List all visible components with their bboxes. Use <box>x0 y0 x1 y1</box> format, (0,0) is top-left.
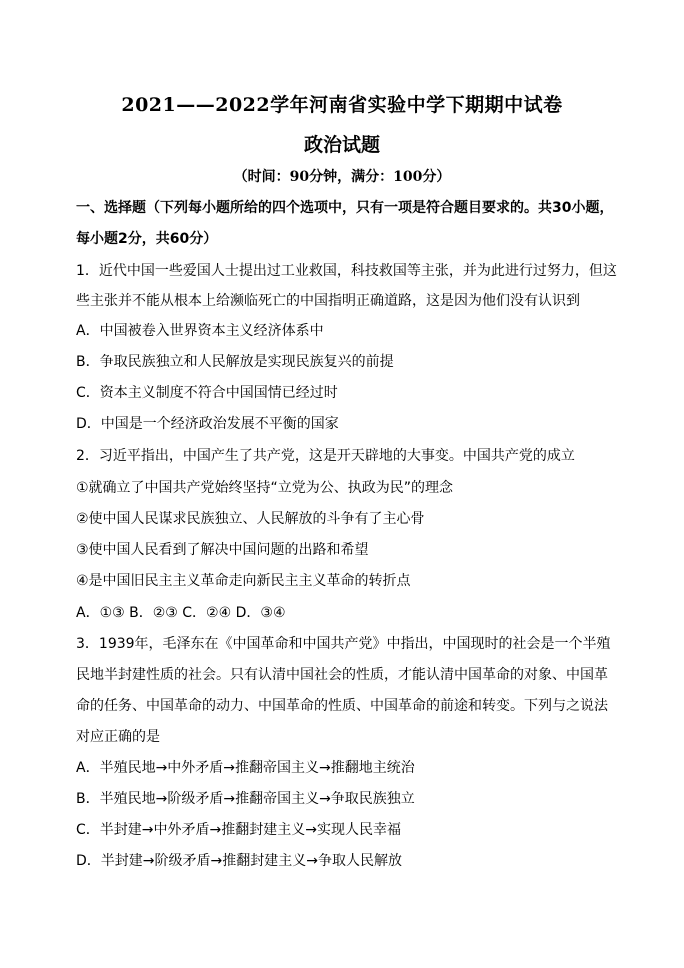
section-heading: 一、选择题（下列每小题所给的四个选项中，只有一项是符合题目要求的。共30小题， <box>76 200 614 216</box>
question-1-option-d: D．中国是一个经济政治发展不平衡的国家 <box>76 416 339 432</box>
question-2-statement-1: ①就确立了中国共产党始终坚持“立党为公、执政为民”的理念 <box>76 480 454 496</box>
question-1-option-c: C．资本主义制度不符合中国国情已经过时 <box>76 385 338 401</box>
question-3-stem-cont-1: 民地半封建性质的社会。只有认清中国社会的性质，才能认清中国革命的对象、中国革 <box>76 667 608 683</box>
question-3-option-d: D．半封建→阶级矛盾→推翻封建主义→争取人民解放 <box>76 853 402 869</box>
question-2-statement-2: ②使中国人民谋求民族独立、人民解放的斗争有了主心骨 <box>76 511 425 527</box>
question-3-stem: 3．1939年，毛泽东在《中国革命和中国共产党》中指出，中国现时的社会是一个半殖 <box>76 636 611 652</box>
question-3-option-b: B．半殖民地→阶级矛盾→推翻帝国主义→争取民族独立 <box>76 791 415 807</box>
question-3-stem-cont-2: 命的任务、中国革命的动力、中国革命的性质、中国革命的前途和转变。下列与之说法 <box>76 698 608 714</box>
subject-title: 政治试题 <box>303 134 380 156</box>
question-2-statement-3: ③使中国人民看到了解决中国问题的出路和希望 <box>76 542 369 558</box>
question-3-stem-cont-3: 对应正确的是 <box>76 729 160 745</box>
question-2-options: A．①③ B．②③ C．②④ D．③④ <box>76 605 286 621</box>
question-1-option-a: A．中国被卷入世界资本主义经济体系中 <box>76 323 324 339</box>
question-2-statement-4: ④是中国旧民主主义革命走向新民主主义革命的转折点 <box>76 573 411 589</box>
exam-info: （时间：90分钟，满分：100分） <box>233 169 451 185</box>
question-1-stem: 1．近代中国一些爱国人士提出过工业救国，科技救国等主张，并为此进行过努力，但这 <box>76 263 617 279</box>
question-1-option-b: B．争取民族独立和人民解放是实现民族复兴的前提 <box>76 354 394 370</box>
section-heading-cont: 每小题2分，共60分） <box>76 231 218 247</box>
question-1-stem-cont: 些主张并不能从根本上给濒临死亡的中国指明正确道路，这是因为他们没有认识到 <box>76 293 580 309</box>
question-3-option-a: A．半殖民地→中外矛盾→推翻帝国主义→推翻地主统治 <box>76 760 415 776</box>
question-3-option-c: C．半封建→中外矛盾→推翻封建主义→实现人民幸福 <box>76 822 401 838</box>
question-2-stem: 2．习近平指出，中国产生了共产党，这是开天辟地的大事变。中国共产党的成立 <box>76 448 575 464</box>
exam-title: 2021——2022学年河南省实验中学下期期中试卷 <box>121 94 563 116</box>
